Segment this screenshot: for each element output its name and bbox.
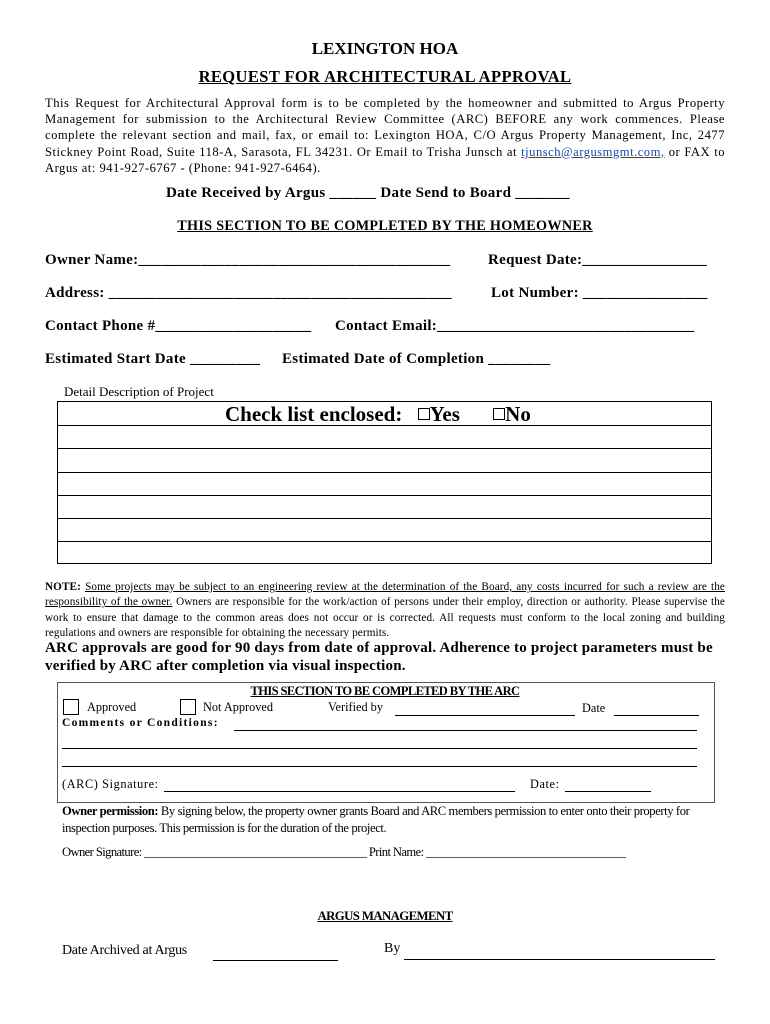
verified-by-label: Verified by [328, 700, 383, 714]
description-line [58, 472, 711, 473]
description-line [58, 541, 711, 542]
start-date-field[interactable]: Estimated Start Date _________ [45, 351, 261, 367]
date-archived-label: Date Archived at Argus [62, 943, 187, 958]
approval-notice: ARC approvals are good for 90 days from date of approval. Adherence to project parameters must be verified by ARC after completion via visual inspection. [45, 640, 713, 674]
argus-heading: ARGUS MANAGEMENT [317, 909, 453, 923]
arc-signature-label: (ARC) Signature: [62, 777, 159, 791]
form-title: REQUEST FOR ARCHITECTURAL APPROVAL [198, 67, 572, 86]
no-label: No [505, 402, 531, 426]
checklist-label: Check list enclosed: [225, 402, 403, 426]
date-archived-line[interactable] [213, 960, 338, 961]
not-approved-label: Not Approved [203, 700, 274, 714]
owner-permission-bold: Owner permission: [62, 804, 159, 818]
intro-paragraph [45, 95, 725, 176]
intro-text: This Request for Architectural Approval form is to be completed by the homeowner and submitted to Argus Property Management for submission to the Architectural Review Committee (ARC) BEFORE any work commences. Please complete the relevant section and mail, fax, or email to: Lexington HOA, C/O Argus Property Management, Inc, 2477 Stickney Point Road, Suite 118-A, Sarasota, FL 34231. Or Email to Trisha Junsch at [45, 96, 725, 159]
note-underlined: Some projects may be subject to an engineering review at the determination of the Board, any costs incurred for such a review are the responsibility of the owner. [45, 581, 725, 609]
comments-label: Comments or Conditions: [62, 717, 219, 729]
intro-text-end: or FAX to Argus at: 941-927-6767 - (Phone: 941-927-6464). [45, 144, 726, 175]
comments-line[interactable] [62, 748, 697, 749]
by-label: By [384, 941, 401, 956]
address-field[interactable]: Address: ____________________________________________ [45, 285, 452, 301]
owner-permission-paragraph [62, 803, 722, 836]
email-link[interactable]: tjunsch@argusmgmt.com, [521, 144, 665, 159]
request-date-field[interactable]: Request Date:________________ [488, 252, 708, 268]
note-paragraph [45, 580, 725, 641]
description-line [58, 495, 711, 496]
arc-sig-date-line[interactable] [565, 791, 651, 792]
arc-date-line[interactable] [614, 715, 699, 716]
description-label: Detail Description of Project [64, 384, 214, 399]
contact-email-field[interactable]: Contact Email:_________________________________ [335, 318, 695, 334]
approved-checkbox[interactable] [63, 699, 79, 715]
description-line [58, 448, 711, 449]
note-prefix: NOTE: [45, 581, 81, 593]
note-rest: Owners are responsible for the work/action of persons under their employ, direction or authority. Please supervise the work to ensure that damage to the common areas does not occur or is corrected. All requests must conform to the local zoning and building regulations and owners are responsible for obtaining the necessary permits. [45, 596, 725, 639]
no-checkbox[interactable] [493, 408, 505, 420]
not-approved-checkbox[interactable] [180, 699, 196, 715]
arc-section-heading: THIS SECTION TO BE COMPLETED BY THE ARC [250, 684, 520, 698]
by-line[interactable] [404, 959, 715, 960]
comments-line[interactable] [234, 730, 697, 731]
contact-phone-field[interactable]: Contact Phone #____________________ [45, 318, 312, 334]
verified-by-line[interactable] [395, 715, 575, 716]
date-received-line: Date Received by Argus ______ Date Send to Board _______ [166, 185, 570, 201]
owner-permission-text: By signing below, the property owner grants Board and ARC members permission to enter onto their property for inspection purposes. This permission is for the duration of the project. [62, 804, 690, 835]
arc-signature-line[interactable] [164, 791, 515, 792]
lot-number-field[interactable]: Lot Number: ________________ [491, 285, 708, 301]
owner-name-field[interactable]: Owner Name:________________________________________ [45, 252, 451, 268]
org-title: LEXINGTON HOA [311, 39, 459, 58]
yes-checkbox[interactable] [418, 408, 430, 420]
yes-label: Yes [429, 402, 460, 426]
owner-signature-line[interactable]: Owner Signature: _______________________________________ Print Name: ___________________________________ [62, 845, 626, 859]
description-line [58, 518, 711, 519]
checklist-row [225, 402, 531, 427]
completion-date-field[interactable]: Estimated Date of Completion ________ [282, 351, 551, 367]
comments-line[interactable] [62, 766, 697, 767]
homeowner-section-heading: THIS SECTION TO BE COMPLETED BY THE HOMEOWNER [177, 218, 593, 234]
arc-sig-date-label: Date: [530, 777, 560, 791]
arc-date-label: Date [582, 701, 606, 715]
approved-label: Approved [87, 700, 137, 714]
